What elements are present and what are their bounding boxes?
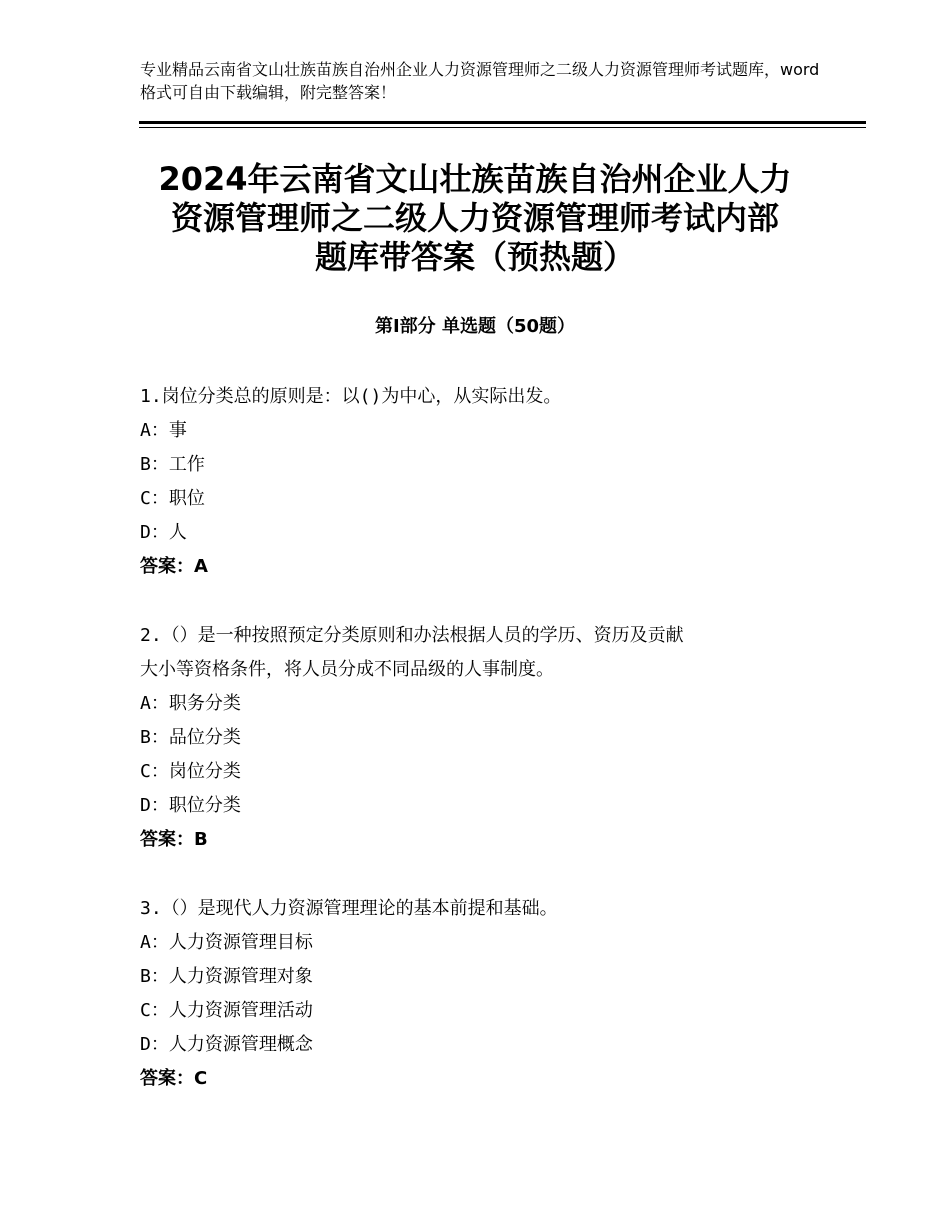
question-2 [140, 619, 830, 857]
header-note: 专业精品云南省文山壮族苗族自治州企业人力资源管理师之二级人力资源管理师考试题库，word格式可自由下载编辑，附完整答案！ [140, 60, 820, 102]
question-1 [140, 380, 830, 584]
question-stem-line-1: 2.（）是一种按照预定分类原则和办法根据人员的学历、资历及贡献 [140, 625, 684, 646]
question-stem: 3.（）是现代人力资源管理理论的基本前提和基础。 [140, 898, 558, 919]
answer: 答案：B [140, 829, 208, 850]
option-d: D：职位分类 [140, 795, 241, 816]
title-line-1: 2024年云南省文山壮族苗族自治州企业人力 [158, 160, 792, 198]
question-stem-line-2: 大小等资格条件，将人员分成不同品级的人事制度。 [140, 659, 554, 680]
option-c: C：岗位分类 [140, 761, 241, 782]
option-d: D：人力资源管理概念 [140, 1034, 313, 1055]
option-b: B：人力资源管理对象 [140, 966, 313, 987]
title-line-2: 资源管理师之二级人力资源管理师考试内部 [170, 199, 779, 237]
option-b: B：工作 [140, 454, 205, 475]
option-a: A：事 [140, 420, 187, 441]
answer: 答案：C [140, 1068, 208, 1089]
option-d: D：人 [140, 522, 187, 543]
header-divider-thick [139, 121, 866, 124]
answer: 答案：A [140, 556, 208, 577]
section-heading: 第Ⅰ部分 单选题（50题） [374, 316, 575, 337]
option-b: B：品位分类 [140, 727, 241, 748]
question-stem: 1.岗位分类总的原则是：以()为中心，从实际出发。 [140, 386, 562, 407]
option-a: A：人力资源管理目标 [140, 932, 313, 953]
option-a: A：职务分类 [140, 693, 241, 714]
question-3 [140, 892, 830, 1096]
option-c: C：人力资源管理活动 [140, 1000, 313, 1021]
document-title [120, 160, 830, 277]
option-c: C：职位 [140, 488, 205, 509]
header-divider-thin [139, 127, 866, 128]
title-line-3: 题库带答案（预热题） [314, 238, 635, 276]
